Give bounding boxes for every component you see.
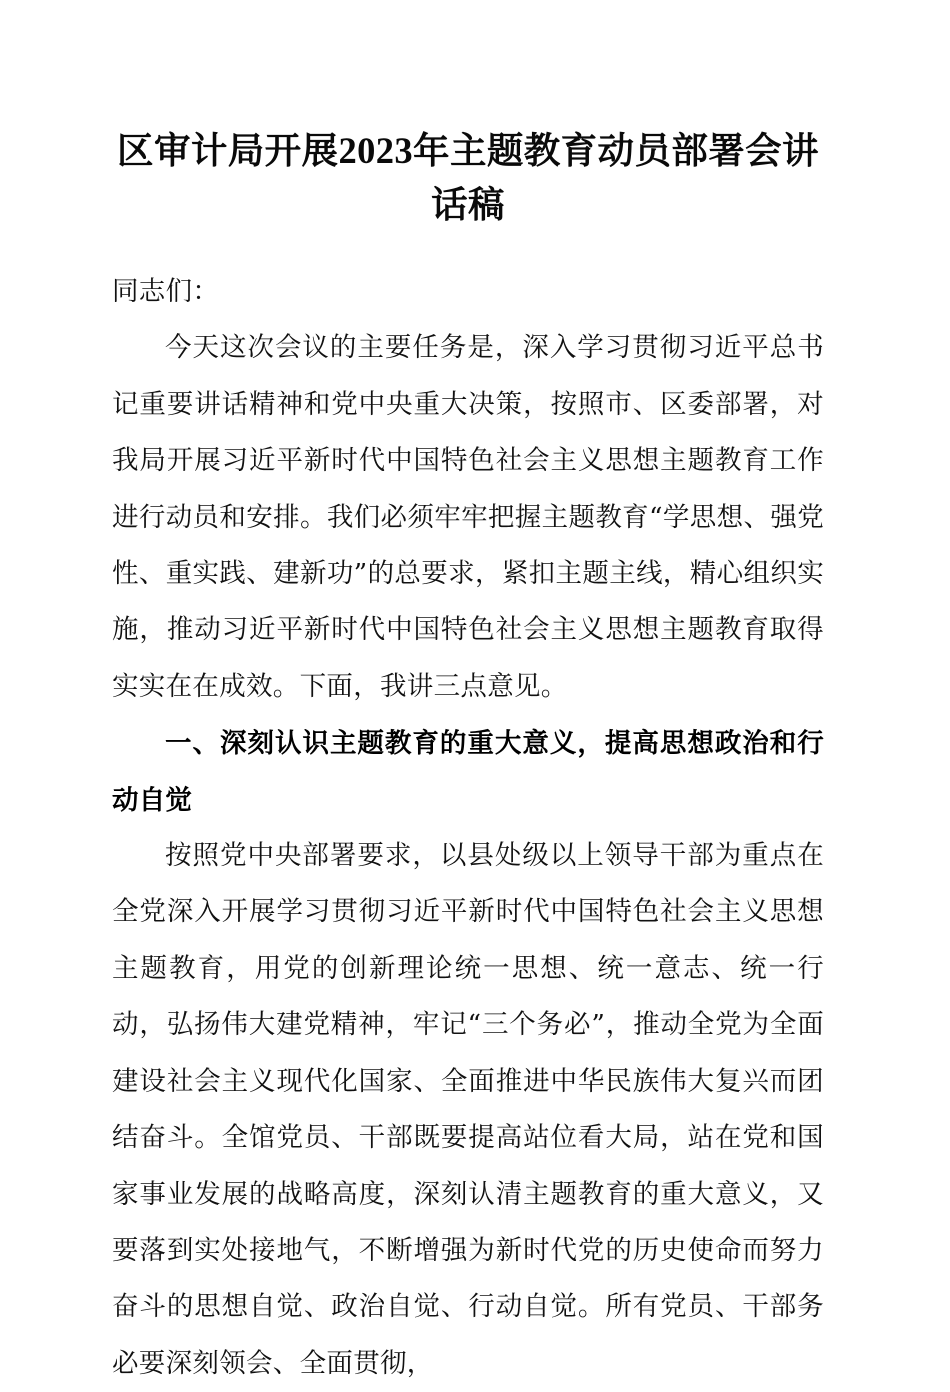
title-body-spacer	[112, 232, 824, 264]
page-title: 区审计局开展2023年主题教育动员部署会讲话稿	[117, 130, 819, 225]
section-heading-one: 一、深刻认识主题教育的重大意义，提高思想政治和行动自觉	[112, 728, 824, 815]
paragraph-section-one-body: 按照党中央部署要求，以县处级以上领导干部为重点在全党深入开展学习贯彻习近平新时代中国特色社会主义思想主题教育，用党的创新理论统一思想、统一意志、统一行动，弘扬伟大建党精神，牢记“三个务必”，推动全党为全面建设社会主义现代化国家、全面推进中华民族伟大复兴而团结奋斗。全馆党员、干部既要提高站位看大局，站在党和国家事业发展的战略高度，深刻认清主题教育的重大意义，又要落到实处接地气，不断增强为新时代党的历史使命而努力奋斗的思想自觉、政治自觉、行动自觉。所有党员、干部务必要深刻领会、全面贯彻，	[112, 840, 824, 1379]
paragraph-opening: 今天这次会议的主要任务是，深入学习贯彻习近平总书记重要讲话精神和党中央重大决策，按照市、区委部署，对我局开展习近平新时代中国特色社会主义思想主题教育工作进行动员和安排。我们必须牢牢把握主题教育“学思想、强党性、重实践、建新功”的总要求，紧扣主题主线，精心组织实施，推动习近平新时代中国特色社会主义思想主题教育取得实实在在成效。下面，我讲三点意见。	[112, 332, 824, 702]
document-content-column	[112, 0, 824, 1392]
salutation-line: 同志们：	[112, 276, 220, 307]
